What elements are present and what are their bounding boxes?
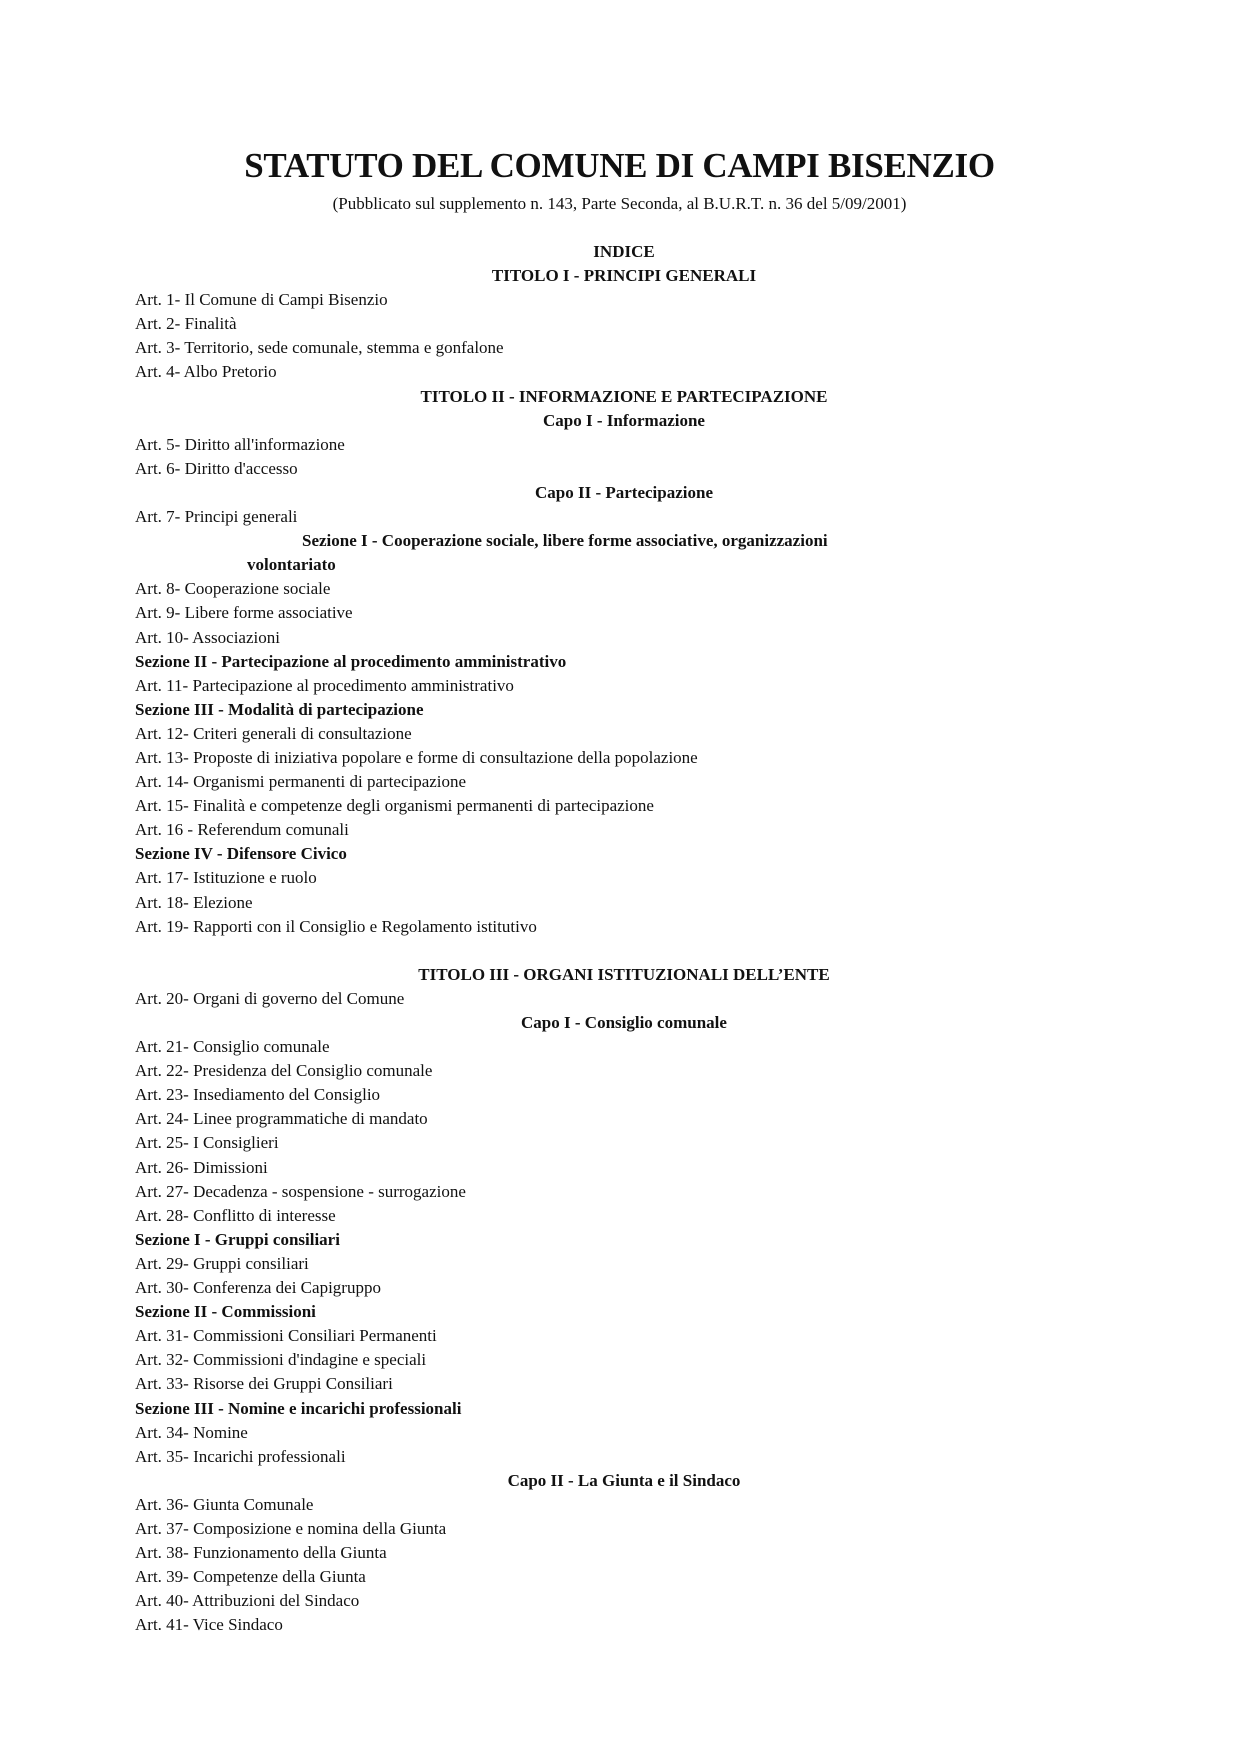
toc-article: Art. 39- Competenze della Giunta xyxy=(135,1567,366,1587)
toc-article: Art. 8- Cooperazione sociale xyxy=(135,579,331,599)
document-subtitle: (Pubblicato sul supplemento n. 143, Parte Seconda, al B.U.R.T. n. 36 del 5/09/2001) xyxy=(332,194,907,213)
toc-article: Art. 24- Linee programmatiche di mandato xyxy=(135,1109,428,1129)
toc-article: Art. 25- I Consiglieri xyxy=(135,1133,279,1153)
toc-section-heading-continuation: volontariato xyxy=(247,555,336,575)
toc-heading: TITOLO III - ORGANI ISTITUZIONALI DELL’ENTE xyxy=(418,964,830,984)
toc-article: Art. 27- Decadenza - sospensione - surrogazione xyxy=(135,1181,466,1201)
toc-heading: Capo I - Informazione xyxy=(543,410,705,430)
toc-article: Art. 11- Partecipazione al procedimento amministrativo xyxy=(135,675,514,695)
toc-article: Art. 18- Elezione xyxy=(135,892,253,912)
toc-article: Art. 23- Insediamento del Consiglio xyxy=(135,1085,381,1105)
toc-article: Art. 26- Dimissioni xyxy=(135,1157,268,1177)
toc-section-heading: Sezione IV - Difensore Civico xyxy=(135,844,347,864)
toc-article: Art. 10- Associazioni xyxy=(135,627,280,647)
toc-article: Art. 40- Attribuzioni del Sindaco xyxy=(135,1591,360,1611)
toc-heading: TITOLO II - INFORMAZIONE E PARTECIPAZIONE xyxy=(420,386,828,406)
toc-article: Art. 17- Istituzione e ruolo xyxy=(135,868,317,888)
toc-article: Art. 28- Conflitto di interesse xyxy=(135,1205,336,1225)
toc-section-heading: Sezione I - Cooperazione sociale, libere forme associative, organizzazioni xyxy=(302,531,828,551)
toc-article: Art. 7- Principi generali xyxy=(135,507,298,527)
toc-article: Art. 20- Organi di governo del Comune xyxy=(135,988,405,1008)
toc-heading: TITOLO I - PRINCIPI GENERALI xyxy=(491,266,757,286)
toc-article: Art. 36- Giunta Comunale xyxy=(135,1494,314,1514)
toc-article: Art. 2- Finalità xyxy=(135,314,237,334)
toc-article: Art. 5- Diritto all'informazione xyxy=(135,434,345,454)
toc-article: Art. 38- Funzionamento della Giunta xyxy=(135,1543,387,1563)
toc-article: Art. 21- Consiglio comunale xyxy=(135,1037,330,1057)
toc-article: Art. 9- Libere forme associative xyxy=(135,603,353,623)
toc-section-heading: Sezione III - Modalità di partecipazione xyxy=(135,699,424,719)
toc-section-heading: Sezione II - Commissioni xyxy=(135,1302,316,1322)
toc-article: Art. 41- Vice Sindaco xyxy=(135,1615,283,1635)
toc-heading: Capo I - Consiglio comunale xyxy=(521,1013,727,1032)
toc-article: Art. 14- Organismi permanenti di partecipazione xyxy=(135,772,467,792)
toc-heading: Capo II - La Giunta e il Sindaco xyxy=(507,1470,741,1490)
toc-article: Art. 13- Proposte di iniziativa popolare e forme di consultazione della popolazione xyxy=(135,747,698,767)
toc-article: Art. 6- Diritto d'accesso xyxy=(135,458,298,478)
toc-article: Art. 37- Composizione e nomina della Giunta xyxy=(135,1518,447,1538)
toc-article: Art. 30- Conferenza dei Capigruppo xyxy=(135,1278,381,1298)
toc-section-heading: Sezione III - Nomine e incarichi professionali xyxy=(135,1398,462,1418)
toc-article: Art. 34- Nomine xyxy=(135,1422,248,1442)
toc-article: Art. 22- Presidenza del Consiglio comunale xyxy=(135,1061,433,1081)
toc-section-heading: Sezione II - Partecipazione al procedimento amministrativo xyxy=(135,651,567,671)
table-of-contents xyxy=(135,240,1113,1637)
toc-article: Art. 3- Territorio, sede comunale, stemma e gonfalone xyxy=(135,338,504,358)
toc-spacer xyxy=(135,939,1113,963)
toc-article: Art. 32- Commissioni d'indagine e speciali xyxy=(135,1350,427,1370)
document-title: STATUTO DEL COMUNE DI CAMPI BISENZIO xyxy=(244,146,995,185)
toc-section-heading: Sezione I - Gruppi consiliari xyxy=(135,1229,340,1249)
toc-article: Art. 33- Risorse dei Gruppi Consiliari xyxy=(135,1374,393,1394)
toc-article: Art. 35- Incarichi professionali xyxy=(135,1446,346,1466)
toc-article: Art. 4- Albo Pretorio xyxy=(135,362,277,382)
toc-article: Art. 1- Il Comune di Campi Bisenzio xyxy=(135,290,388,310)
toc-heading: Capo II - Partecipazione xyxy=(534,482,713,502)
toc-heading: INDICE xyxy=(593,242,655,261)
toc-article: Art. 16 - Referendum comunali xyxy=(135,820,349,840)
toc-article: Art. 15- Finalità e competenze degli organismi permanenti di partecipazione xyxy=(135,796,654,816)
toc-article: Art. 19- Rapporti con il Consiglio e Regolamento istitutivo xyxy=(135,916,537,936)
toc-article: Art. 12- Criteri generali di consultazione xyxy=(135,723,412,743)
toc-article: Art. 29- Gruppi consiliari xyxy=(135,1253,309,1273)
toc-article: Art. 31- Commissioni Consiliari Permanenti xyxy=(135,1326,437,1346)
